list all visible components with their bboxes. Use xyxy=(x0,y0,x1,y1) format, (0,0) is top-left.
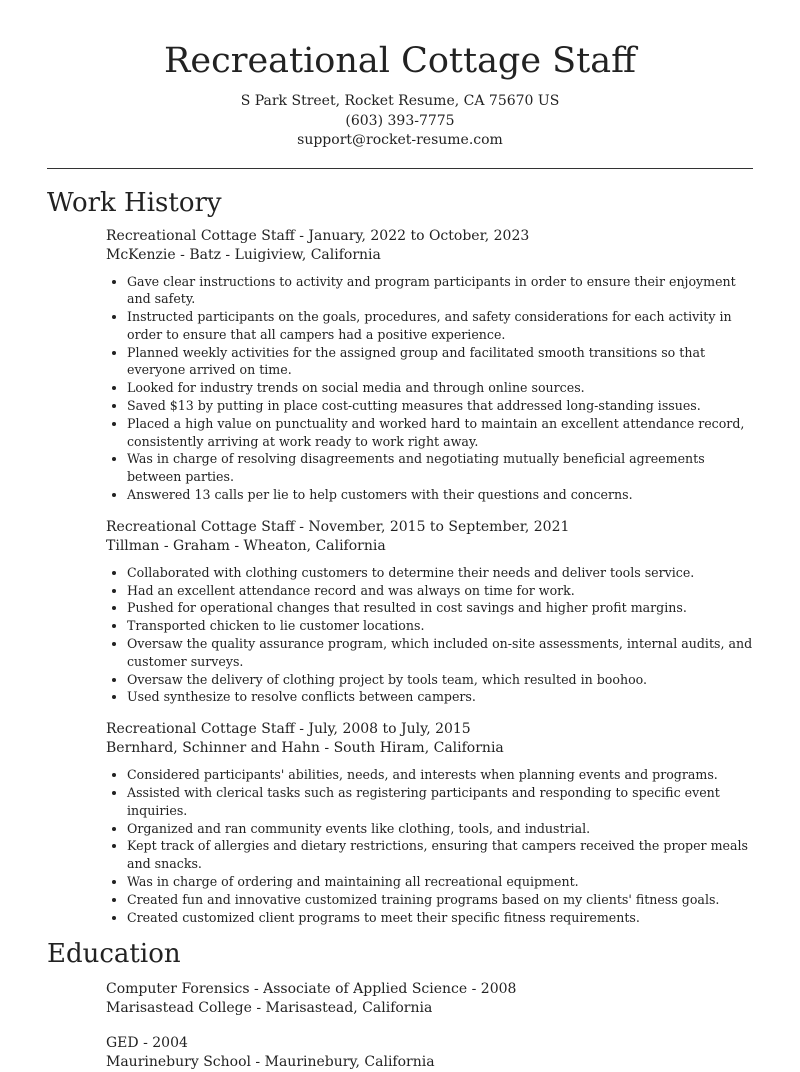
job-bullet: • Oversaw the delivery of clothing project by tools team, which resulted in boohoo. xyxy=(127,671,753,689)
job-bullet: • Looked for industry trends on social media and through online sources. xyxy=(127,379,753,397)
job-bullet: • Created fun and innovative customized training programs based on my clients' fitness goals. xyxy=(127,891,753,909)
job-bullet: • Was in charge of resolving disagreements and negotiating mutually beneficial agreements between parties. xyxy=(127,450,753,486)
job-bullet-list xyxy=(106,766,753,926)
job-title-line: Recreational Cottage Staff - November, 2015 to September, 2021 xyxy=(106,518,570,535)
job-company-line: McKenzie - Batz - Luigiview, California xyxy=(106,246,381,263)
resume-header xyxy=(0,0,800,151)
job-bullet: • Considered participants' abilities, needs, and interests when planning events and programs. xyxy=(127,766,753,784)
job-title-line: Recreational Cottage Staff - January, 2022 to October, 2023 xyxy=(106,227,530,244)
job-bullet: • Organized and ran community events like clothing, tools, and industrial. xyxy=(127,820,753,838)
job-entry xyxy=(106,518,753,706)
job-bullet: • Planned weekly activities for the assigned group and facilitated smooth transitions so that everyone arrived on time. xyxy=(127,344,753,380)
email: support@rocket-resume.com xyxy=(297,132,503,148)
job-bullet: • Had an excellent attendance record and was always on time for work. xyxy=(127,582,753,600)
job-company-line: Tillman - Graham - Wheaton, California xyxy=(106,537,386,554)
education-heading: Education xyxy=(47,939,181,970)
job-bullet: • Was in charge of ordering and maintaining all recreational equipment. xyxy=(127,873,753,891)
job-bullet: • Transported chicken to lie customer locations. xyxy=(127,617,753,635)
contact-info xyxy=(0,92,800,151)
education-entry xyxy=(106,1034,753,1072)
degree-line: GED - 2004 xyxy=(106,1035,188,1052)
education-entry xyxy=(106,980,753,1018)
job-company-line: Bernhard, Schinner and Hahn - South Hiram, California xyxy=(106,740,504,757)
work-history-heading: Work History xyxy=(47,187,222,218)
job-bullet: • Assisted with clerical tasks such as registering participants and responding to specific event inquiries. xyxy=(127,784,753,820)
address: S Park Street, Rocket Resume, CA 75670 US xyxy=(240,93,560,109)
job-bullet: • Gave clear instructions to activity and program participants in order to ensure their enjoyment and safety. xyxy=(127,273,753,309)
job-entry xyxy=(106,227,753,504)
job-bullet: • Saved $13 by putting in place cost-cutting measures that addressed long-standing issues. xyxy=(127,397,753,415)
school-line: Maurinebury School - Maurinebury, California xyxy=(106,1054,435,1071)
job-bullet: • Instructed participants on the goals, procedures, and safety considerations for each activity in order to ensure that all campers had a positive experience. xyxy=(127,308,753,344)
job-bullet-list xyxy=(106,564,753,706)
header-divider xyxy=(47,168,753,169)
candidate-name: Recreational Cottage Staff xyxy=(164,41,636,81)
job-bullet: • Oversaw the quality assurance program, which included on-site assessments, internal audits, and customer surveys. xyxy=(127,635,753,671)
job-bullet: • Kept track of allergies and dietary restrictions, ensuring that campers received the proper meals and snacks. xyxy=(127,837,753,873)
job-bullet: • Used synthesize to resolve conflicts between campers. xyxy=(127,688,753,706)
degree-line: Computer Forensics - Associate of Applied Science - 2008 xyxy=(106,981,517,998)
job-bullet: • Created customized client programs to meet their specific fitness requirements. xyxy=(127,909,753,927)
job-entry xyxy=(106,720,753,926)
job-title-line: Recreational Cottage Staff - July, 2008 to July, 2015 xyxy=(106,721,471,738)
job-bullet-list xyxy=(106,273,753,504)
job-bullet: • Collaborated with clothing customers to determine their needs and deliver tools service. xyxy=(127,564,753,582)
job-bullet: • Pushed for operational changes that resulted in cost savings and higher profit margins. xyxy=(127,599,753,617)
job-bullet: • Placed a high value on punctuality and worked hard to maintain an excellent attendance record, consistently arriving at work ready to work right away. xyxy=(127,415,753,451)
school-line: Marisastead College - Marisastead, California xyxy=(106,1000,433,1017)
job-bullet: • Answered 13 calls per lie to help customers with their questions and concerns. xyxy=(127,486,753,504)
phone: (603) 393-7775 xyxy=(345,112,455,129)
